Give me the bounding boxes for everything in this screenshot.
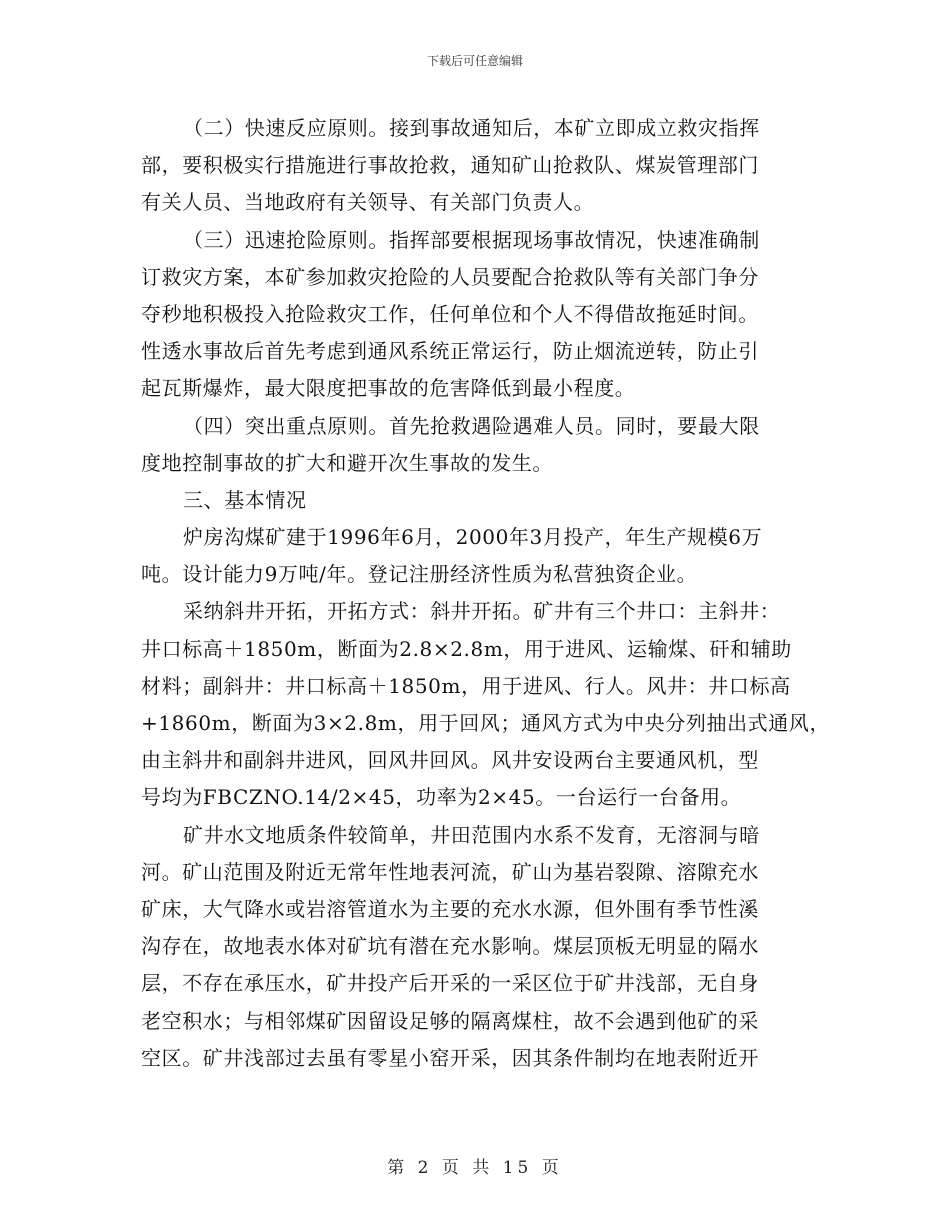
text-line: 夺秒地积极投入抢险救灾工作，任何单位和个人不得借故拖延时间。 (141, 301, 759, 326)
section-heading: 三、基本情况 (183, 487, 307, 512)
text-line: 沟存在，故地表水体对矿坑有潜在充水影响。煤层顶板无明显的隔水 (141, 934, 759, 959)
text-line: 号均为FBCZNO.14/2×45，功率为2×45。一台运行一台备用。 (141, 785, 742, 810)
text-line: 采纳斜井开拓，开拓方式：斜井开拓。矿井有三个井口：主斜井： (183, 599, 781, 624)
document-body (141, 110, 831, 1077)
text-line: 度地控制事故的扩大和避开次生事故的发生。 (141, 450, 553, 475)
text-line: （四）突出重点原则。首先抢救遇险遇难人员。同时，要最大限 (183, 413, 760, 438)
text-line: 井口标高＋1850m，断面为2.8×2.8m，用于进风、运输煤、矸和辅助 (141, 636, 792, 661)
text-line: 吨。设计能力9万吨/年。登记注册经济性质为私营独资企业。 (141, 562, 698, 587)
text-line: 河。矿山范围及附近无常年性地表河流，矿山为基岩裂隙、溶隙充水 (141, 859, 759, 884)
text-line: 层，不存在承压水，矿井投产后开采的一采区位于矿井浅部，无自身 (141, 971, 759, 996)
page-header: 下载后可任意编辑 (426, 54, 523, 68)
text-line: 由主斜井和副斜井进风，回风井回风。风井安设两台主要通风机，型 (141, 748, 759, 773)
text-line: 部，要积极实行措施进行事故抢救，通知矿山抢救队、煤炭管理部门 (141, 153, 759, 178)
text-line: （二）快速反应原则。接到事故通知后，本矿立即成立救灾指挥 (183, 116, 760, 140)
text-line: 材料；副斜井：井口标高＋1850m，用于进风、行人。风井：井口标高 (141, 673, 791, 698)
text-line: 性透水事故后首先考虑到通风系统正常运行，防止烟流逆转，防止引 (141, 339, 759, 364)
text-line: 矿井水文地质条件较简单，井田范围内水系不发育，无溶洞与暗 (183, 822, 760, 847)
text-line: +1860m，断面为3×2.8m，用于回风；通风方式为中央分列抽出式通风， (141, 711, 831, 735)
text-line: （三）迅速抢险原则。指挥部要根据现场事故情况，快速准确制 (183, 227, 760, 252)
text-line: 有关人员、当地政府有关领导、有关部门负责人。 (141, 190, 595, 215)
text-line: 矿床，大气降水或岩溶管道水为主要的充水水源，但外围有季节性溪 (141, 896, 759, 921)
page-number-footer: 第 2 页 共 15 页 (387, 1158, 563, 1178)
text-line: 老空积水；与相邻煤矿因留设足够的隔离煤柱，故不会遇到他矿的采 (141, 1008, 759, 1033)
text-line: 起瓦斯爆炸，最大限度把事故的危害降低到最小程度。 (141, 376, 636, 401)
text-line: 炉房沟煤矿建于1996年6月，2000年3月投产，年生产规模6万 (183, 525, 763, 550)
text-line: 空区。矿井浅部过去虽有零星小窑开采，因其条件制均在地表附近开 (141, 1045, 759, 1070)
text-line: 订救灾方案，本矿参加救灾抢险的人员要配合抢救队等有关部门争分 (141, 264, 759, 289)
